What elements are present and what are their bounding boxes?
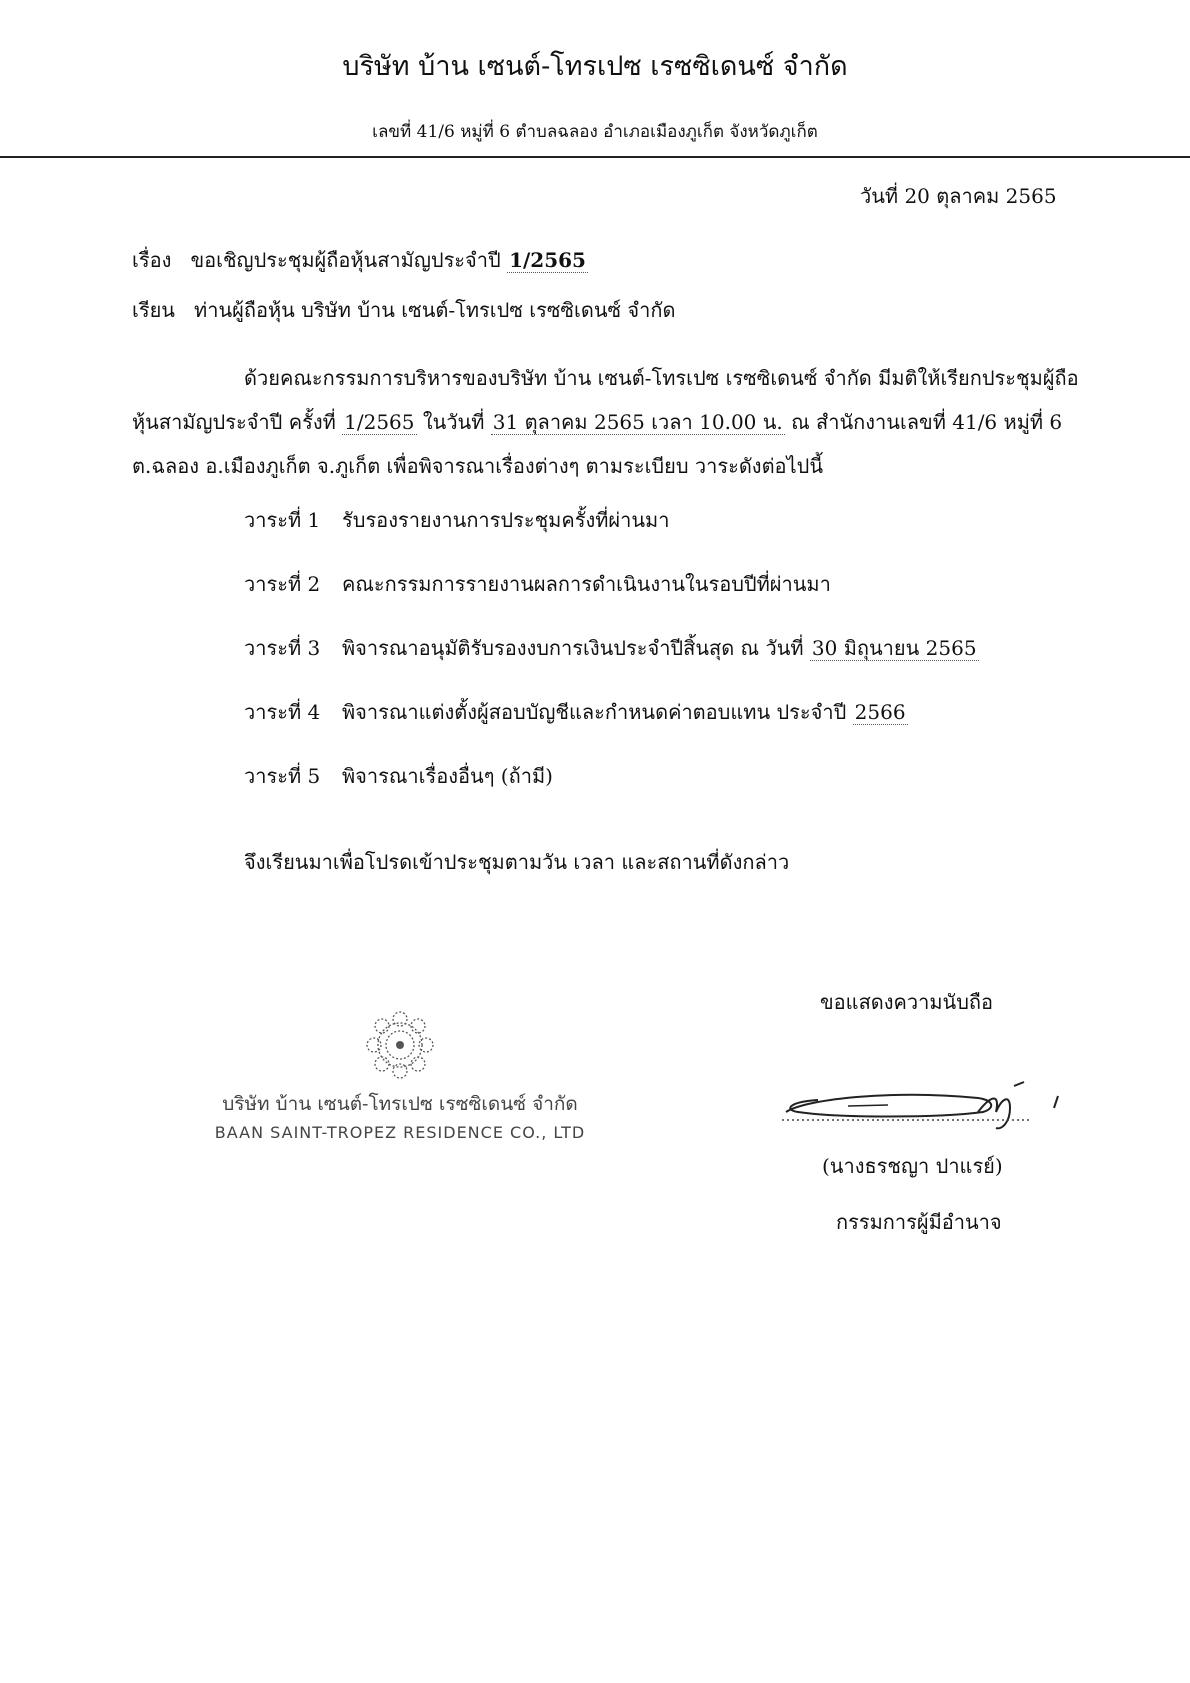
seal-thai-name: บริษัท บ้าน เซนต์-โทรเปซ เรซซิเดนซ์ จำกัด bbox=[222, 1093, 578, 1115]
seal-emblem-icon bbox=[360, 1005, 440, 1085]
company-name: บริษัท บ้าน เซนต์-โทรเปซ เรซซิเดนซ์ จำกัด bbox=[342, 51, 848, 82]
recipient-text: ท่านผู้ถือหุ้น บริษัท บ้าน เซนต์-โทรเปซ เรซซิเดนซ์ จำกัด bbox=[194, 298, 676, 322]
agenda-text: พิจารณาแต่งตั้งผู้สอบบัญชีและกำหนดค่าตอบแทน ประจำปี bbox=[342, 700, 847, 724]
agenda-fill-value: 2566 bbox=[854, 700, 906, 724]
signer-title: กรรมการผู้มีอำนาจ bbox=[836, 1210, 1002, 1234]
agenda-item bbox=[244, 504, 669, 536]
closing-line: จึงเรียนมาเพื่อโปรดเข้าประชุมตามวัน เวลา และสถานที่ดังกล่าว bbox=[244, 850, 790, 874]
signer-name: (นางธรชญา ปาแรย์) bbox=[822, 1154, 1003, 1178]
body-line-2 bbox=[132, 406, 1062, 438]
agenda-text: พิจารณาเรื่องอื่นๆ (ถ้ามี) bbox=[342, 764, 553, 788]
body-line-1: ด้วยคณะกรรมการบริหารของบริษัท บ้าน เซนต์-โทรเปซ เรซซิเดนซ์ จำกัด มีมติให้เรียกประชุมผู้ถือ bbox=[244, 366, 1079, 390]
recipient-line bbox=[132, 294, 675, 326]
company-seal bbox=[210, 1005, 590, 1155]
agenda-item bbox=[244, 760, 553, 792]
subject-text: ขอเชิญประชุมผู้ถือหุ้นสามัญประจำปี bbox=[190, 248, 501, 272]
recipient-label: เรียน bbox=[132, 298, 175, 322]
subject-label: เรื่อง bbox=[132, 248, 172, 272]
agenda-fill-value: 30 มิถุนายน 2565 bbox=[811, 636, 977, 660]
body-line-2-b: ในวันที่ bbox=[422, 410, 485, 434]
agenda-number: วาระที่ 2 bbox=[244, 572, 321, 596]
agenda-item bbox=[244, 696, 908, 728]
body-meeting-no: 1/2565 bbox=[344, 410, 415, 434]
body-line-3: ต.ฉลอง อ.เมืองภูเก็ต จ.ภูเก็ต เพื่อพิจารณาเรื่องต่างๆ ตามระเบียบ วาระดังต่อไปนี้ bbox=[132, 454, 823, 478]
agenda-number: วาระที่ 1 bbox=[244, 508, 321, 532]
company-address: เลขที่ 41/6 หมู่ที่ 6 ตำบลฉลอง อำเภอเมืองภูเก็ต จังหวัดภูเก็ต bbox=[372, 122, 818, 142]
body-meeting-date: 31 ตุลาคม 2565 เวลา 10.00 น. bbox=[492, 410, 783, 434]
agenda-number: วาระที่ 3 bbox=[244, 636, 321, 660]
subject-meeting-no: 1/2565 bbox=[509, 248, 586, 272]
agenda-number: วาระที่ 5 bbox=[244, 764, 321, 788]
agenda-text: คณะกรรมการรายงานผลการดำเนินงานในรอบปีที่ผ่านมา bbox=[342, 572, 831, 596]
body-line-2-c: ณ สำนักงานเลขที่ 41/6 หมู่ที่ 6 bbox=[791, 410, 1063, 434]
agenda-text: พิจารณาอนุมัติรับรองงบการเงินประจำปีสิ้นสุด ณ วันที่ bbox=[342, 636, 804, 660]
agenda-number: วาระที่ 4 bbox=[244, 700, 321, 724]
header-divider bbox=[0, 156, 1190, 158]
regards-line: ขอแสดงความนับถือ bbox=[820, 990, 994, 1014]
letter-date: วันที่ 20 ตุลาคม 2565 bbox=[860, 184, 1057, 208]
signature-image bbox=[778, 1068, 1068, 1134]
agenda-item bbox=[244, 632, 979, 664]
body-line-2-a: หุ้นสามัญประจำปี ครั้งที่ bbox=[132, 410, 336, 434]
agenda-item bbox=[244, 568, 831, 600]
subject-line bbox=[132, 244, 588, 276]
seal-english-name: BAAN SAINT-TROPEZ RESIDENCE CO., LTD bbox=[214, 1123, 586, 1142]
agenda-text: รับรองรายงานการประชุมครั้งที่ผ่านมา bbox=[342, 508, 670, 532]
